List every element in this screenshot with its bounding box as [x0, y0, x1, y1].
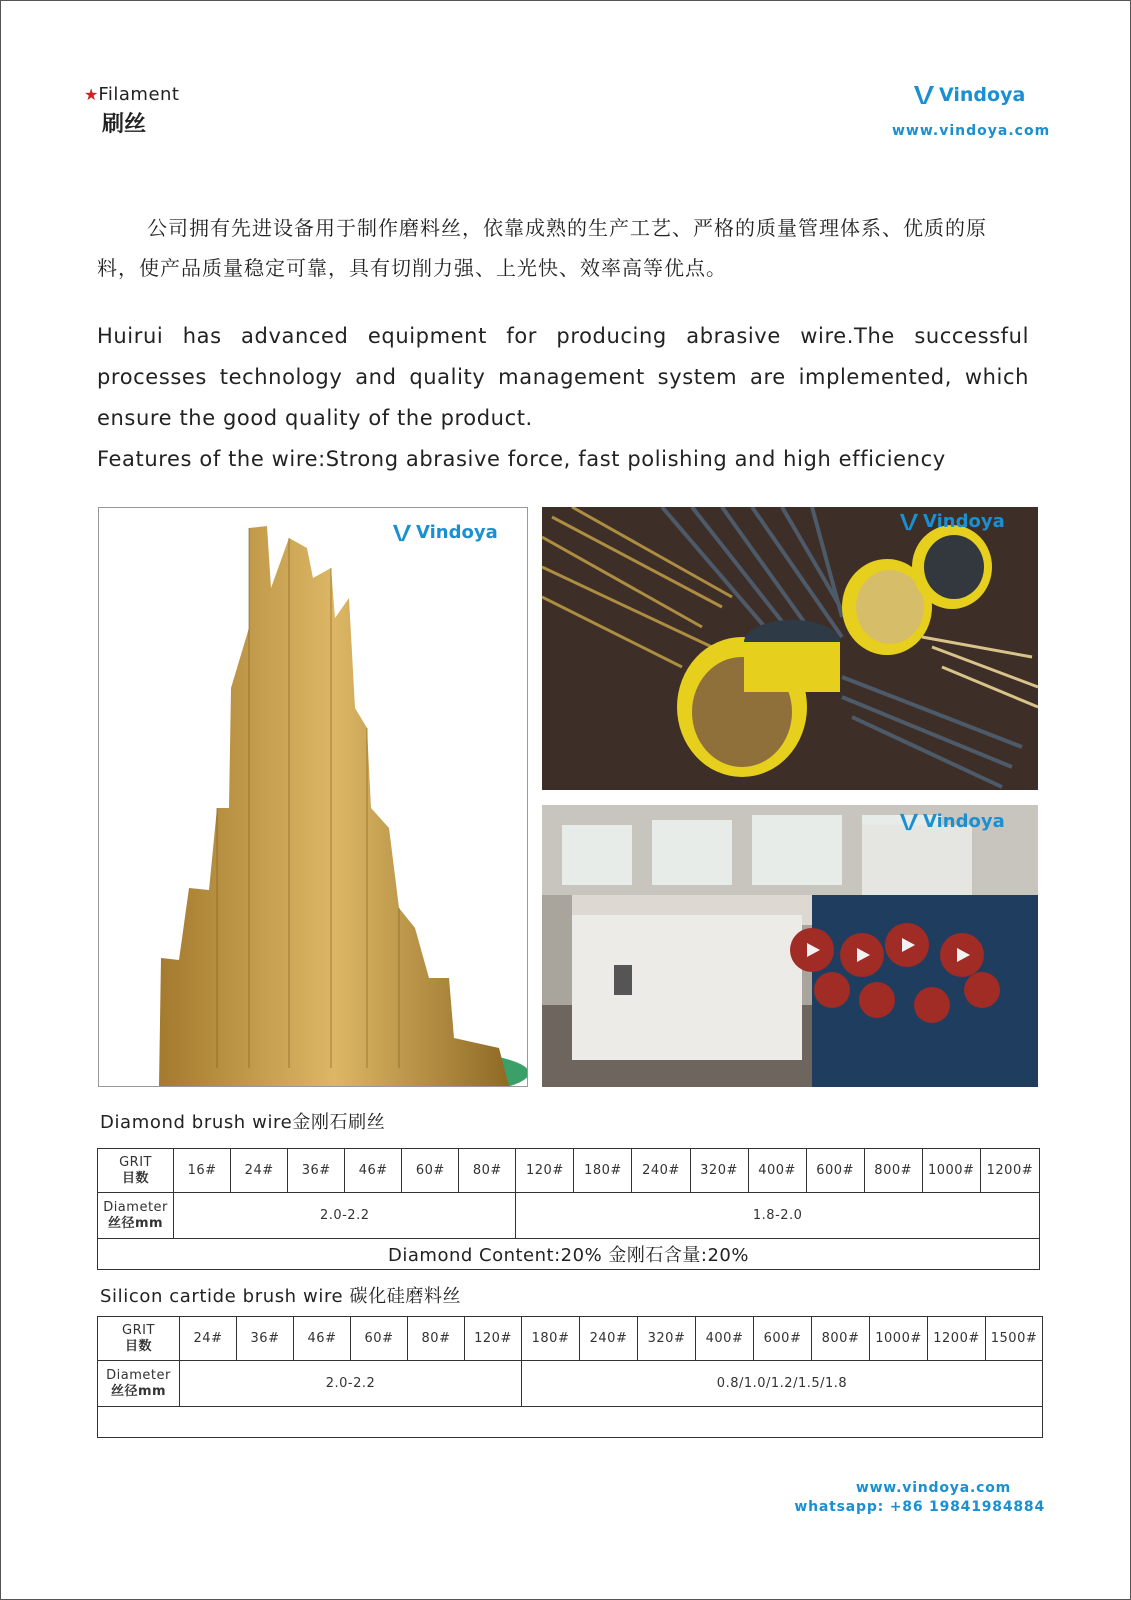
image1-brand: Vindoya: [416, 522, 498, 543]
filament-bundle-image: [98, 507, 528, 1087]
diameter-label: Diameter 丝径mm: [98, 1361, 180, 1407]
grit-cell: 46#: [345, 1149, 402, 1193]
diamond-grit-row: [98, 1149, 1040, 1193]
grit-cell: 400#: [696, 1317, 754, 1361]
diamond-content-row: [98, 1239, 1040, 1270]
filament-illustration: [99, 508, 527, 1086]
grit-cell: 240#: [632, 1149, 690, 1193]
silicon-grit-row: [98, 1317, 1043, 1361]
footer-url[interactable]: www.vindoya.com: [855, 1480, 1011, 1496]
vindoya-logo-icon: [898, 812, 920, 832]
diamond-section-title: Diamond brush wire金刚石刷丝: [100, 1112, 386, 1133]
diamond-spec-table: [97, 1148, 1040, 1270]
spools-illustration: [542, 507, 1038, 790]
grit-cell: 1500#: [986, 1317, 1043, 1361]
image3-brand: Vindoya: [923, 811, 1005, 832]
empty-cell: [98, 1407, 1043, 1438]
silicon-diameter-row: [98, 1361, 1043, 1407]
header-url[interactable]: www.vindoya.com: [892, 123, 1051, 139]
vindoya-logo-icon: [912, 84, 936, 106]
grit-cell: 1000#: [922, 1149, 980, 1193]
diamond-content: Diamond Content:20% 金刚石含量:20%: [98, 1239, 1040, 1270]
silicon-spec-table: [97, 1316, 1043, 1438]
grit-cell: 1200#: [928, 1317, 986, 1361]
silicon-section-title: Silicon cartide brush wire 碳化硅磨料丝: [100, 1286, 462, 1307]
grit-cell: 600#: [754, 1317, 812, 1361]
heading-cn: 刷丝: [102, 112, 147, 137]
image3-logo: [898, 811, 1005, 832]
vindoya-logo-icon: [391, 523, 413, 543]
grit-cell: 1000#: [870, 1317, 928, 1361]
machine-illustration: [542, 805, 1038, 1087]
grit-cell: 120#: [516, 1149, 574, 1193]
image2-logo: [898, 511, 1005, 532]
grit-cell: 24#: [231, 1149, 288, 1193]
intro-en-block: [97, 316, 1029, 480]
intro-en: Huirui has advanced equipment for producing abrasive wire.The successful processes technology and quality management system are implemented, which ensure the good quality of the product.: [97, 324, 1029, 430]
star-icon: ★: [84, 85, 99, 104]
heading-en: Filament: [98, 84, 180, 105]
diamond-diameter-row: [98, 1193, 1040, 1239]
grit-cell: 180#: [574, 1149, 632, 1193]
image2-brand: Vindoya: [923, 511, 1005, 532]
grit-cell: 600#: [806, 1149, 864, 1193]
diameter-value-b: 0.8/1.0/1.2/1.5/1.8: [522, 1361, 1043, 1407]
footer-whatsapp[interactable]: whatsapp: +86 19841984884: [794, 1499, 1045, 1515]
brand-logo: [912, 84, 1025, 106]
grit-cell: 400#: [748, 1149, 806, 1193]
grit-label: GRIT 目数: [98, 1149, 174, 1193]
intro-cn: 公司拥有先进设备用于制作磨料丝，依靠成熟的生产工艺、严格的质量管理体系、优质的原料，使产品质量稳定可靠，具有切削力强、上光快、效率高等优点。: [97, 216, 987, 280]
grit-cell: 180#: [522, 1317, 580, 1361]
vindoya-logo-icon: [898, 512, 920, 532]
production-machine-image: [542, 805, 1038, 1087]
grit-cell: 60#: [402, 1149, 459, 1193]
grit-cell: 16#: [174, 1149, 231, 1193]
intro-features: Features of the wire:Strong abrasive force, fast polishing and high efficiency: [97, 447, 946, 471]
grit-cell: 80#: [408, 1317, 465, 1361]
grit-cell: 120#: [465, 1317, 522, 1361]
grit-cell: 320#: [690, 1149, 748, 1193]
grit-cell: 36#: [288, 1149, 345, 1193]
diameter-label: Diameter 丝径mm: [98, 1193, 174, 1239]
grit-cell: 46#: [294, 1317, 351, 1361]
wire-spools-image: [542, 507, 1038, 790]
grit-cell: 36#: [237, 1317, 294, 1361]
grit-cell: 80#: [459, 1149, 516, 1193]
diameter-value-a: 2.0-2.2: [180, 1361, 522, 1407]
page-heading: [84, 84, 180, 138]
grit-cell: 800#: [864, 1149, 922, 1193]
grit-label: GRIT 目数: [98, 1317, 180, 1361]
image1-logo: [391, 522, 498, 543]
grit-cell: 24#: [180, 1317, 237, 1361]
brand-name: Vindoya: [939, 84, 1026, 106]
grit-cell: 1200#: [980, 1149, 1039, 1193]
diameter-value-b: 1.8-2.0: [516, 1193, 1040, 1239]
grit-cell: 320#: [638, 1317, 696, 1361]
grit-cell: 800#: [812, 1317, 870, 1361]
diameter-value-a: 2.0-2.2: [174, 1193, 516, 1239]
grit-cell: 240#: [580, 1317, 638, 1361]
silicon-empty-row: [98, 1407, 1043, 1438]
grit-cell: 60#: [351, 1317, 408, 1361]
